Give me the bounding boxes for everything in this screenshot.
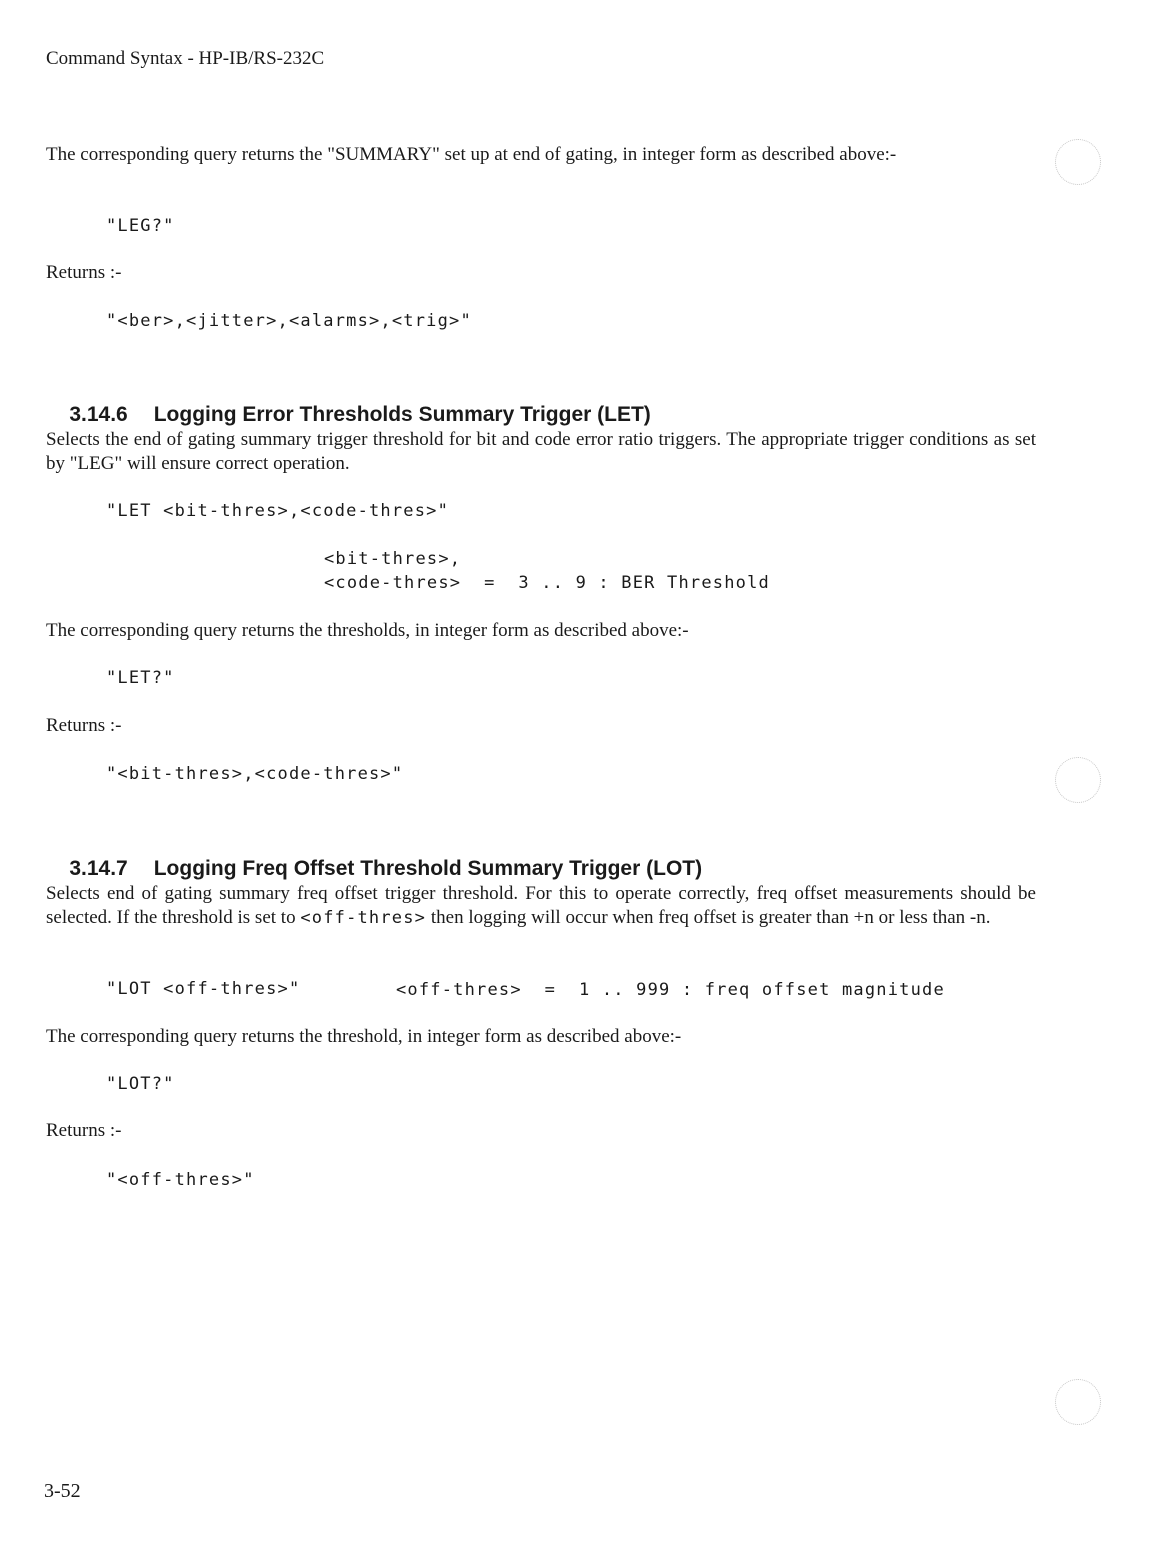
let-returns-value: "<bit-thres>,<code-thres>" [106, 764, 404, 784]
section-lot-title: Logging Freq Offset Threshold Summary Trigger (LOT) [153, 857, 703, 880]
let-param-line-2: <code-thres> = 3 .. 9 : BER Threshold [324, 573, 770, 593]
lot-description-part-3: then logging will occur when freq offset is greater than +n or less than -n. [426, 907, 991, 928]
lot-returns-label: Returns :- [46, 1120, 122, 1141]
lot-description-inline-code: <off-thres> [300, 908, 427, 928]
leg-returns-value: "<ber>,<jitter>,<alarms>,<trig>" [106, 311, 472, 331]
punch-hole-bottom [1055, 1379, 1101, 1425]
let-command: "LET <bit-thres>,<code-thres>" [106, 501, 450, 521]
lot-command: "LOT <off-thres>" [106, 979, 301, 999]
section-let-description [46, 428, 1036, 476]
section-lot-description [46, 882, 1036, 930]
section-lot-number: 3.14.7 [69, 857, 128, 880]
section-let-description-text: Selects the end of gating summary trigger threshold for bit and code error ratio triggers. The appropriate trigger conditions as set by "LEG" will ensure correct operation. [46, 429, 1036, 474]
section-lot-description-text [46, 882, 1036, 930]
intro-returns-label: Returns :- [46, 262, 122, 283]
leg-query-command: "LEG?" [106, 216, 175, 236]
lot-param-definition: <off-thres> = 1 .. 999 : freq offset magnitude [396, 980, 945, 1000]
intro-paragraph [46, 143, 1036, 167]
lot-returns-value: "<off-thres>" [106, 1170, 255, 1190]
punch-hole-middle [1055, 757, 1101, 803]
let-returns-label: Returns :- [46, 715, 122, 736]
lot-description-part-1: Selects end of gating summary freq offset trigger threshold. For this to operate correctly, freq offset measurements should be selected. If the threshold is set to [46, 883, 1036, 928]
lot-query-paragraph: The corresponding query returns the threshold, in integer form as described above:- [46, 1026, 682, 1047]
intro-paragraph-text: The corresponding query returns the "SUMMARY" set up at end of gating, in integer form as described above:- [46, 144, 897, 165]
section-let-title: Logging Error Thresholds Summary Trigger (LET) [153, 403, 651, 426]
running-header: Command Syntax - HP-IB/RS-232C [46, 48, 325, 69]
let-query-paragraph: The corresponding query returns the thresholds, in integer form as described above:- [46, 620, 689, 641]
section-let-number: 3.14.6 [69, 403, 128, 426]
page-number: 3-52 [44, 1480, 81, 1502]
lot-query-command: "LOT?" [106, 1074, 175, 1094]
let-query-command: "LET?" [106, 668, 175, 688]
punch-hole-top [1055, 139, 1101, 185]
let-param-line-1: <bit-thres>, [324, 549, 462, 569]
